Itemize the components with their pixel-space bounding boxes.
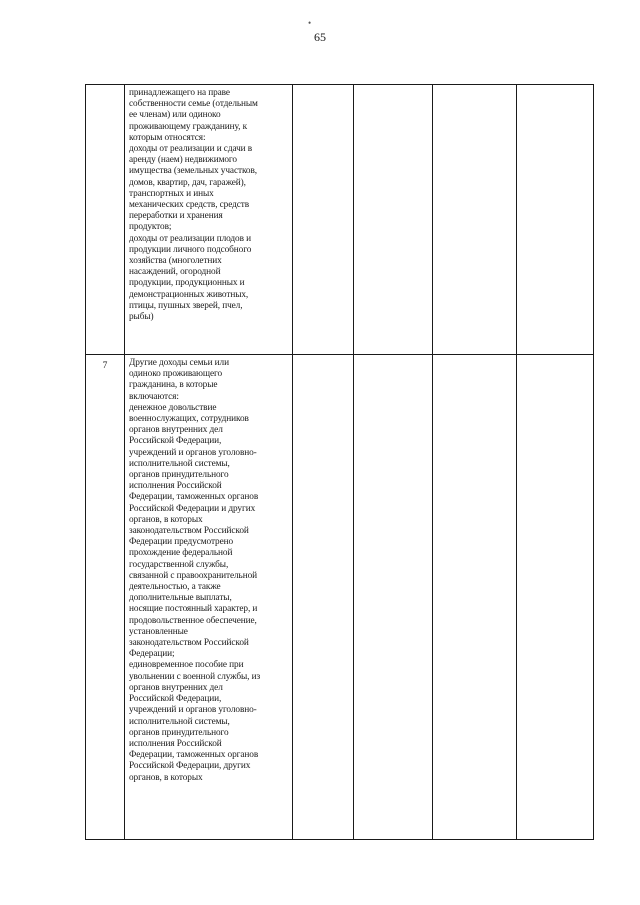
page-number: 65 (314, 30, 326, 44)
row-description-text: принадлежащего на праве собственности семье (отдельным ее членам) или одиноко проживающему гражданину, к которым относятся: доходы от реализации и сдачи в аренду (наем) недвижимого имущества (земельных участков, домов, квартир, дач, гаражей), транспортных и иных механических средств, средств переработки и хранения продуктов; доходы от реализации плодов и продукции личного подсобного хозяйства (многолетних насаждений, огородной продукции, продукционных и демонстрационных животных, птицы, пушных зверей, пчел, рыбы) (129, 88, 258, 323)
empty-cell (517, 355, 594, 840)
document-table (85, 84, 594, 840)
empty-cell (293, 355, 354, 840)
empty-cell (354, 85, 433, 355)
scan-mark: • (308, 18, 312, 28)
table-row (86, 85, 594, 355)
row-number-cell: 7 (86, 355, 125, 840)
empty-cell (433, 355, 517, 840)
empty-cell (517, 85, 594, 355)
row-description-text: Другие доходы семьи или одиноко проживающего гражданина, в которые включаются: денежное довольствие военнослужащих, сотрудников органов внутренних дел Российской Федерации, учреждений и органов уголовно- исполнительной системы, органов принудительного исполнения Российской Федерации, таможенных органов Российской Федерации и других органов, в которых законодательством Российской Федерации предусмотрено прохождение федеральной государственной службы, связанной с правоохранительной деятельностью, а также дополнительные выплаты, носящие постоянный характер, и продовольственное обеспечение, установленные законодательством Российской Федерации; единовременное пособие при увольнении с военной службы, из органов внутренних дел Российской Федерации, учреждений и органов уголовно- исполнительной системы, органов принудительного исполнения Российской Федерации, таможенных органов Российской Федерации, других органов, в которых (129, 358, 261, 783)
empty-cell (433, 85, 517, 355)
empty-cell (354, 355, 433, 840)
empty-cell (293, 85, 354, 355)
row-description-cell (125, 355, 293, 840)
row-number-cell (86, 85, 125, 355)
row-description-cell (125, 85, 293, 355)
table-row (86, 355, 594, 840)
